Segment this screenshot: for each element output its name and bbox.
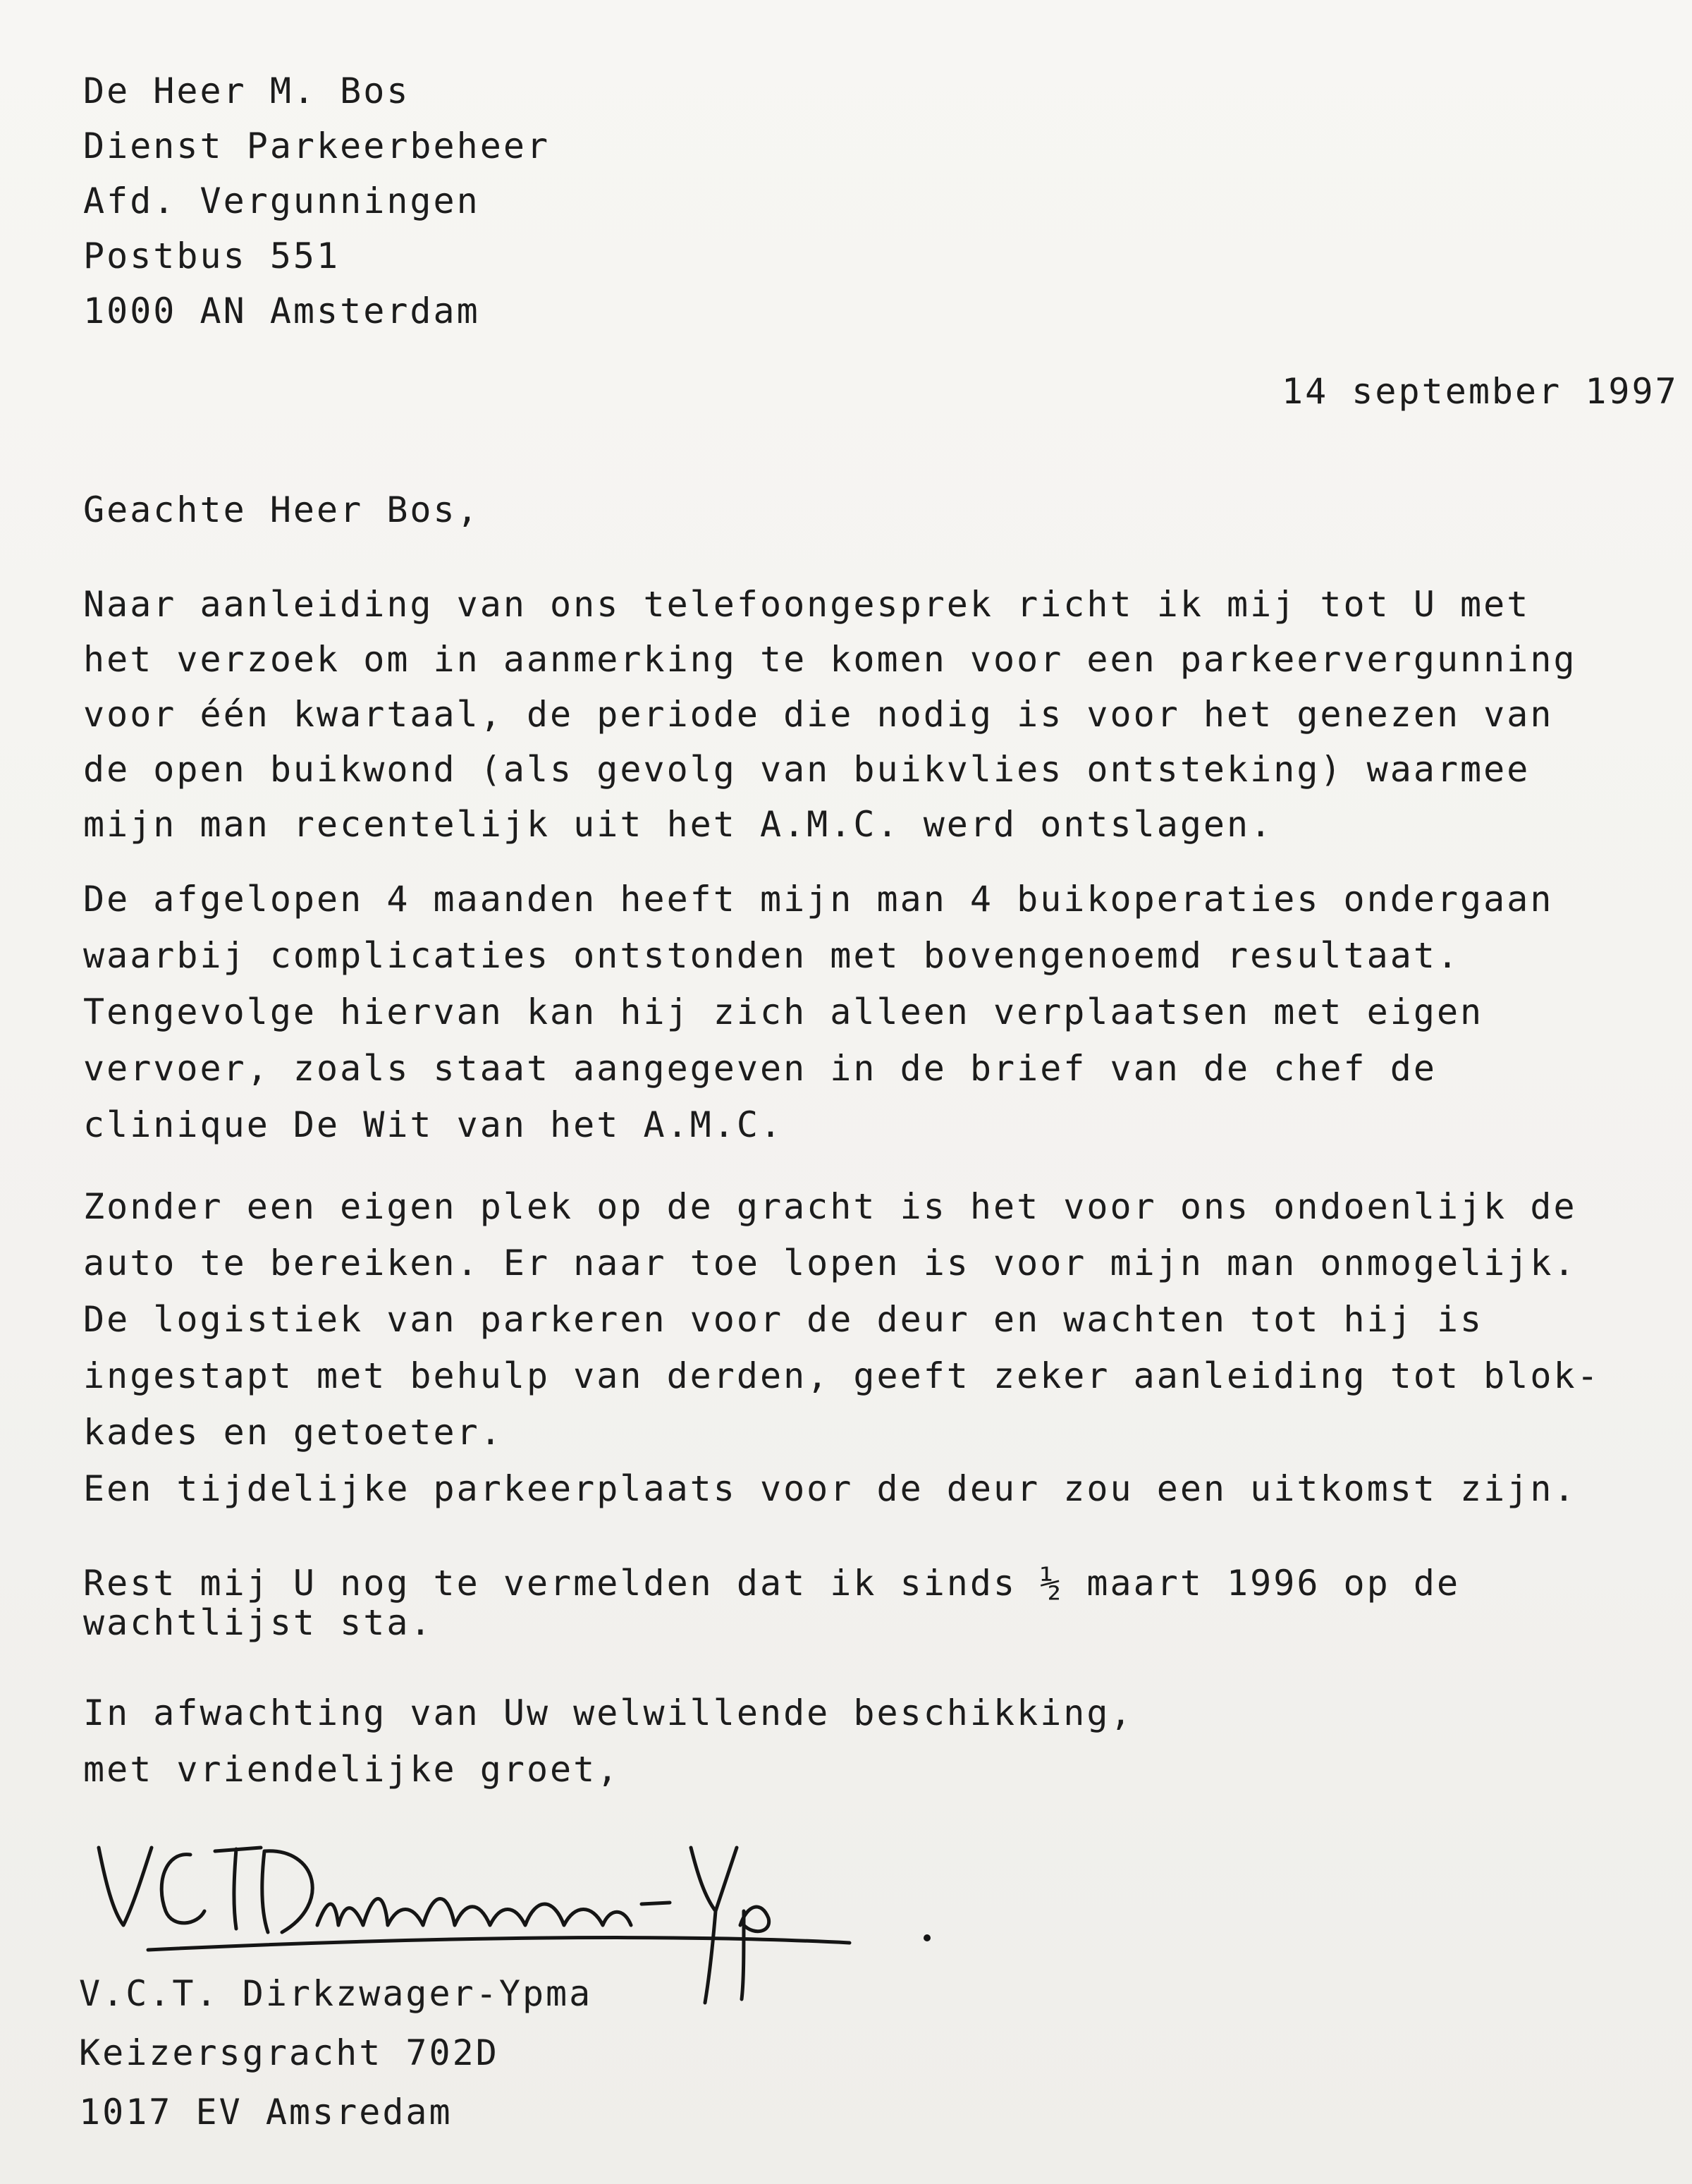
- sender-city: 1017 EV Amsredam: [79, 2092, 453, 2133]
- body-line: Naar aanleiding van ons telefoongesprek richt ik mij tot U met: [83, 584, 1531, 625]
- sender-street: Keizersgracht 702D: [79, 2032, 499, 2073]
- body-line: Rest mij U nog te vermelden dat ik sinds ½ maart 1996 op de: [83, 1563, 1461, 1604]
- recipient-department: Dienst Parkeerbeheer: [83, 126, 551, 166]
- body-line: kades en getoeter.: [83, 1412, 503, 1453]
- signature-text: VCT Dirkzwager-Ypma: [85, 1819, 133, 1820]
- body-line: mijn man recentelijk uit het A.M.C. werd ontslagen.: [83, 804, 1274, 845]
- recipient-division: Afd. Vergunningen: [83, 181, 480, 221]
- body-line: waarbij complicaties ontstonden met bovengenoemd resultaat.: [83, 935, 1461, 976]
- body-line: Tengevolge hiervan kan hij zich alleen verplaatsen met eigen: [83, 992, 1484, 1032]
- body-line: de open buikwond (als gevolg van buikvlies ontsteking) waarmee: [83, 749, 1531, 790]
- body-line: ingestapt met behulp van derden, geeft zeker aanleiding tot blok-: [83, 1355, 1600, 1396]
- closing-line: In afwachting van Uw welwillende beschikking,: [83, 1692, 1134, 1733]
- body-line: wachtlijst sta.: [83, 1602, 434, 1643]
- recipient-name: De Heer M. Bos: [83, 71, 410, 111]
- body-line: Zonder een eigen plek op de gracht is het voor ons ondoenlijk de: [83, 1186, 1577, 1227]
- recipient-po-box: Postbus 551: [83, 236, 341, 276]
- body-line: vervoer, zoals staat aangegeven in de brief van de chef de: [83, 1048, 1437, 1089]
- body-line: auto te bereiken. Er naar toe lopen is voor mijn man onmogelijk.: [83, 1243, 1577, 1283]
- body-line: voor één kwartaal, de periode die nodig is voor het genezen van: [83, 694, 1554, 735]
- body-line: clinique De Wit van het A.M.C.: [83, 1104, 784, 1145]
- body-line: De afgelopen 4 maanden heeft mijn man 4 buikoperaties ondergaan: [83, 879, 1554, 920]
- body-line: het verzoek om in aanmerking te komen voor een parkeervergunning: [83, 639, 1577, 680]
- sender-name: V.C.T. Dirkzwager-Ypma: [79, 1973, 593, 2014]
- letter-date: 14 september 1997: [1282, 371, 1679, 412]
- recipient-city: 1000 AN Amsterdam: [83, 291, 480, 331]
- salutation: Geachte Heer Bos,: [83, 489, 480, 530]
- closing-line: met vriendelijke groet,: [83, 1749, 620, 1790]
- body-line: Een tijdelijke parkeerplaats voor de deur zou een uitkomst zijn.: [83, 1468, 1577, 1509]
- body-line: De logistiek van parkeren voor de deur en wachten tot hij is: [83, 1299, 1484, 1340]
